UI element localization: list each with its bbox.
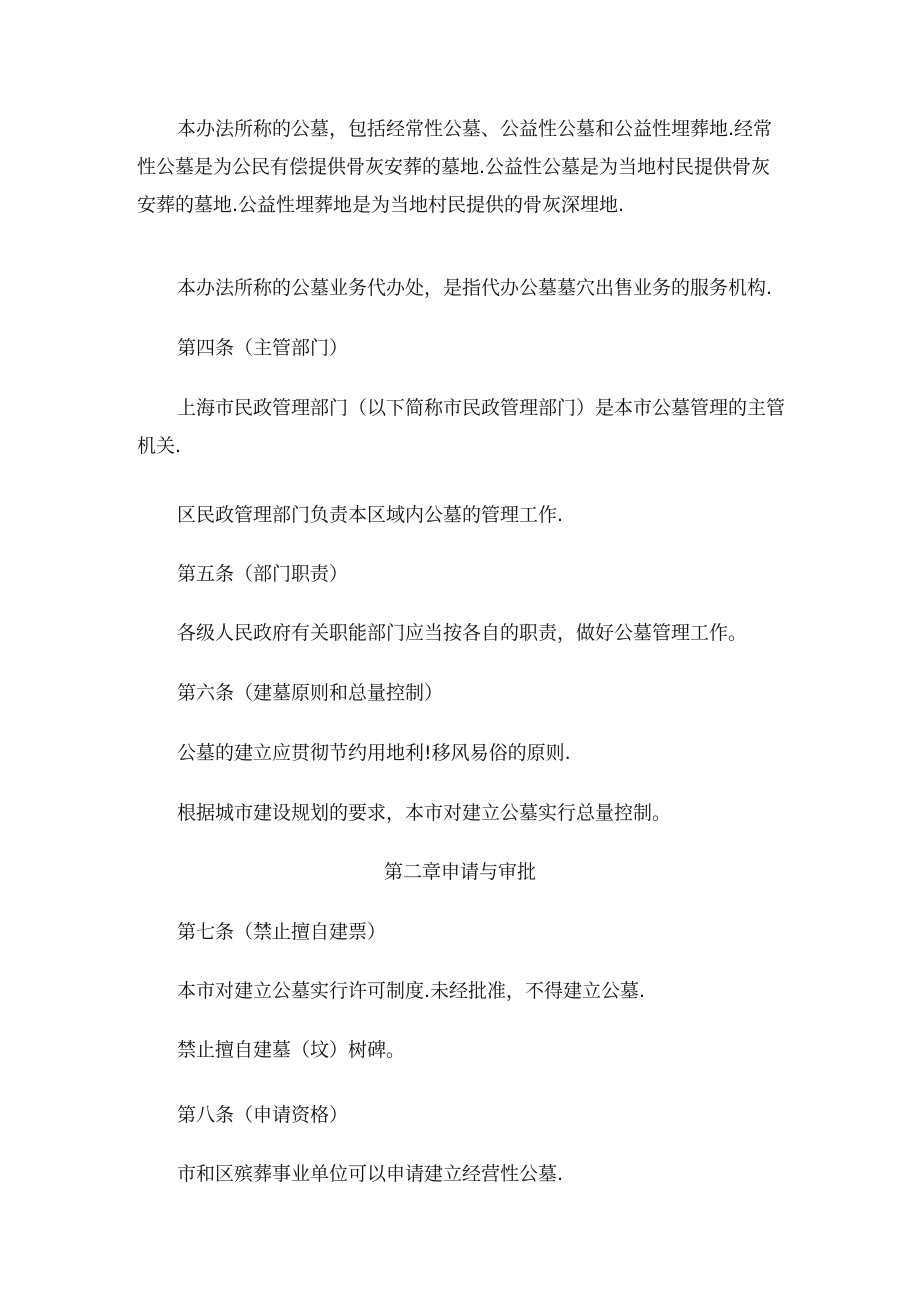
paragraph-public-cemetery-definition: 本办法所称的公墓，包括经常性公墓、公益性公墓和公益性埋葬地.经常性公墓是为公民有偿提供骨灰安葬的墓地.公益性公墓是为当地村民提供骨灰安葬的墓地.公益性埋葬地是为当地村民提供的骨灰深埋地.: [137, 118, 773, 216]
paragraph-agency-definition: 本办法所称的公墓业务代办处，是指代办公墓墓穴出售业务的服务机构.: [177, 277, 773, 299]
article-4-heading: 第四条（主管部门）: [177, 337, 349, 359]
article-8-heading: 第八条（申请资格）: [177, 1104, 349, 1126]
paragraph-permit-system: 本市对建立公墓实行许可制度.未经批准，不得建立公墓.: [177, 980, 646, 1002]
paragraph-district-authority: 区民政管理部门负责本区域内公墓的管理工作.: [177, 504, 564, 526]
paragraph-construction-principle: 公墓的建立应贯彻节约用地利!移风易俗的原则.: [177, 742, 571, 764]
article-7-heading: 第七条（禁止擅自建票）: [177, 921, 387, 943]
article-5-heading: 第五条（部门职责）: [177, 563, 349, 585]
paragraph-authority: 上海市民政管理部门（以下简称市民政管理部门）是本市公墓管理的主管机关.: [137, 397, 786, 457]
paragraph-department-duties: 各级人民政府有关职能部门应当按各自的职责，做好公墓管理工作。: [177, 622, 748, 644]
paragraph-total-control: 根据城市建设规划的要求，本市对建立公墓实行总量控制。: [177, 802, 672, 824]
chapter-2-title: 第二章申请与审批: [383, 861, 536, 883]
article-6-heading: 第六条（建墓原则和总量控制）: [177, 682, 444, 704]
paragraph-application-eligibility: 市和区殡葬事业单位可以申请建立经营性公墓.: [177, 1163, 564, 1185]
paragraph-no-private-graves: 禁止擅自建墓（坟）树碑。: [177, 1039, 406, 1061]
